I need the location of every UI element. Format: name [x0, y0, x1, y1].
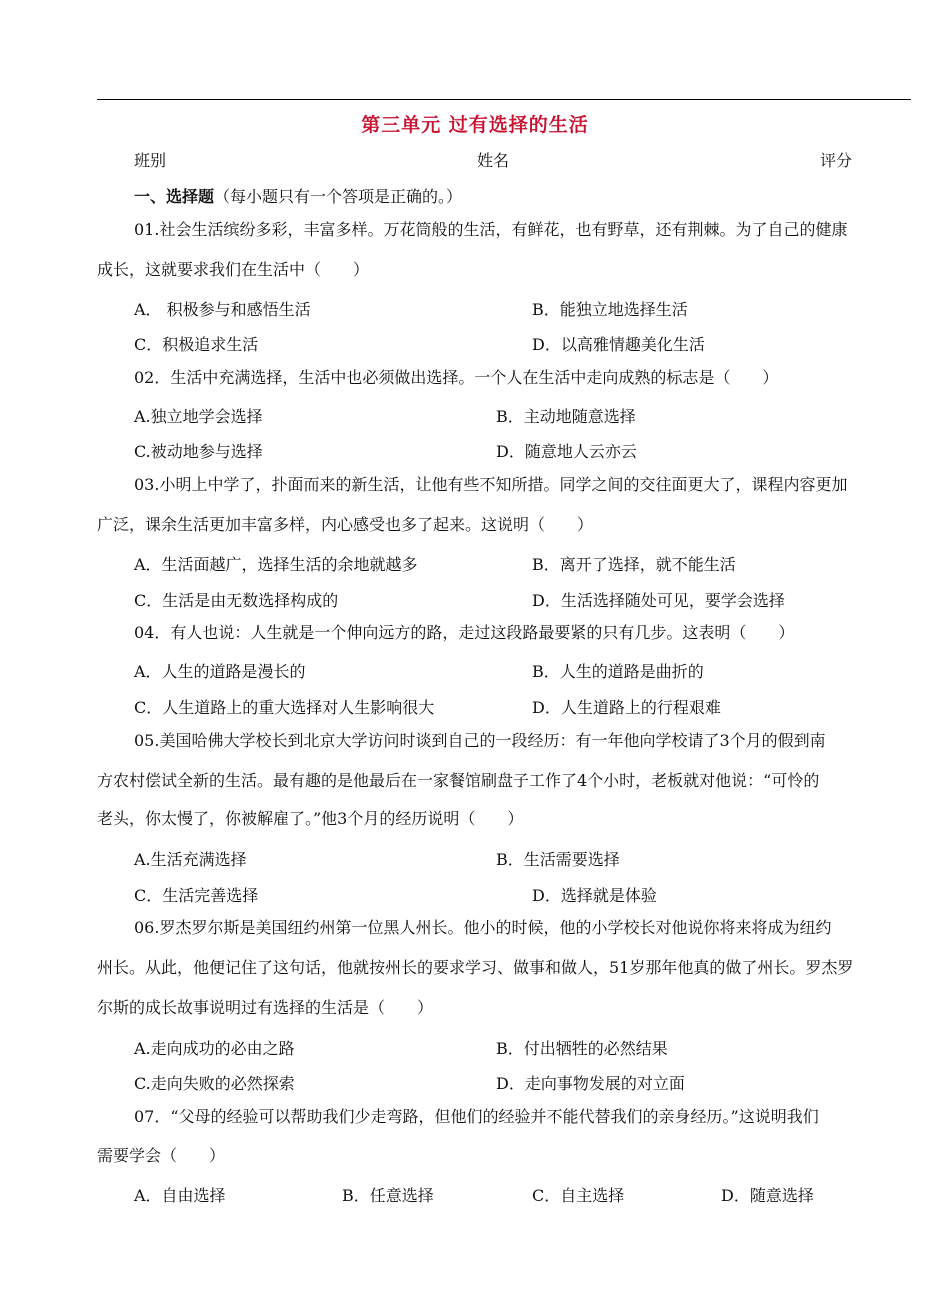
q4-option-d: D．人生道路上的行程艰难	[532, 698, 721, 717]
q5-option-d: D．选择就是体验	[532, 886, 657, 905]
q2-option-d: D．随意地人云亦云	[496, 442, 637, 461]
q4-option-c: C．人生道路上的重大选择对人生影响很大	[134, 698, 435, 717]
name-label: 姓名	[477, 151, 510, 170]
question-3-line-2: 广泛，课余生活更加丰富多样，内心感受也多了起来。这说明（ ）	[97, 515, 594, 534]
q7-option-a: A．自由选择	[134, 1186, 226, 1205]
question-1-line-2: 成长，这就要求我们在生活中（ ）	[97, 260, 370, 279]
q1-option-d: D．以高雅情趣美化生活	[532, 335, 705, 354]
q1-option-a: A． 积极参与和感悟生活	[134, 300, 311, 319]
question-2-line-1: 02．生活中充满选择，生活中也必须做出选择。一个人在生活中走向成熟的标志是（ ）	[134, 368, 779, 387]
section-note: （每小题只有一个答项是正确的。）	[214, 187, 463, 206]
q2-option-c: C.被动地参与选择	[134, 442, 263, 461]
question-5-line-2: 方农村偿试全新的生活。最有趣的是他最后在一家餐馆刷盘子工作了4个小时，老板就对他说：“可怜的	[97, 771, 820, 790]
header-rule	[97, 99, 911, 100]
question-4-line-1: 04．有人也说：人生就是一个伸向远方的路，走过这段路最要紧的只有几步。这表明（ ）	[134, 623, 795, 642]
q6-option-c: C.走向失败的必然探索	[134, 1074, 295, 1093]
q5-option-a: A.生活充满选择	[134, 850, 247, 869]
question-5-line-1: 05.美国哈佛大学校长到北京大学访问时谈到自己的一段经历：有一年他向学校请了3个月的假到南	[134, 731, 826, 750]
q6-option-b: B．付出牺牲的必然结果	[496, 1039, 668, 1058]
question-3-line-1: 03.小明上中学了，扑面而来的新生活，让他有些不知所措。同学之间的交往面更大了，课程内容更加	[134, 475, 848, 494]
section-heading	[134, 184, 462, 207]
question-1-line-1: 01.社会生活缤纷多彩，丰富多样。万花筒般的生活，有鲜花，也有野草，还有荆棘。为了自己的健康	[134, 220, 848, 239]
q6-option-d: D．走向事物发展的对立面	[496, 1074, 685, 1093]
q7-option-c: C．自主选择	[532, 1186, 625, 1205]
question-5-line-3: 老头，你太慢了，你被解雇了。”他3个月的经历说明（ ）	[97, 809, 524, 828]
q6-option-a: A.走向成功的必由之路	[134, 1039, 295, 1058]
page-title: 第三单元 过有选择的生活	[361, 114, 589, 136]
question-6-line-3: 尔斯的成长故事说明过有选择的生活是（ ）	[97, 998, 434, 1017]
q3-option-a: A．生活面越广，选择生活的余地就越多	[134, 555, 418, 574]
question-7-line-1: 07．“父母的经验可以帮助我们少走弯路，但他们的经验并不能代替我们的亲身经历。”这说明我们	[134, 1107, 819, 1126]
q3-option-b: B．离开了选择，就不能生活	[532, 555, 736, 574]
q4-option-b: B．人生的道路是曲折的	[532, 662, 704, 681]
q2-option-b: B．主动地随意选择	[496, 407, 636, 426]
q4-option-a: A．人生的道路是漫长的	[134, 662, 306, 681]
question-7-line-2: 需要学会（ ）	[97, 1146, 226, 1165]
q2-option-a: A.独立地学会选择	[134, 407, 263, 426]
q1-option-b: B．能独立地选择生活	[532, 300, 688, 319]
q5-option-c: C．生活完善选择	[134, 886, 259, 905]
section-title: 一、选择题	[134, 187, 215, 206]
q7-option-d: D．随意选择	[721, 1186, 814, 1205]
score-label: 评分	[820, 151, 853, 170]
q7-option-b: B．任意选择	[342, 1186, 434, 1205]
q1-option-c: C．积极追求生活	[134, 335, 259, 354]
q5-option-b: B．生活需要选择	[496, 850, 620, 869]
question-6-line-2: 州长。从此，他便记住了这句话，他就按州长的要求学习、做事和做人，51岁那年他真的做了州长。罗杰罗	[97, 958, 854, 977]
q3-option-d: D．生活选择随处可见，要学会选择	[532, 591, 785, 610]
class-label: 班别	[134, 151, 167, 170]
q3-option-c: C．生活是由无数选择构成的	[134, 591, 339, 610]
question-6-line-1: 06.罗杰罗尔斯是美国纽约州第一位黑人州长。他小的时候，他的小学校长对他说你将来将成为纽约	[134, 918, 832, 937]
